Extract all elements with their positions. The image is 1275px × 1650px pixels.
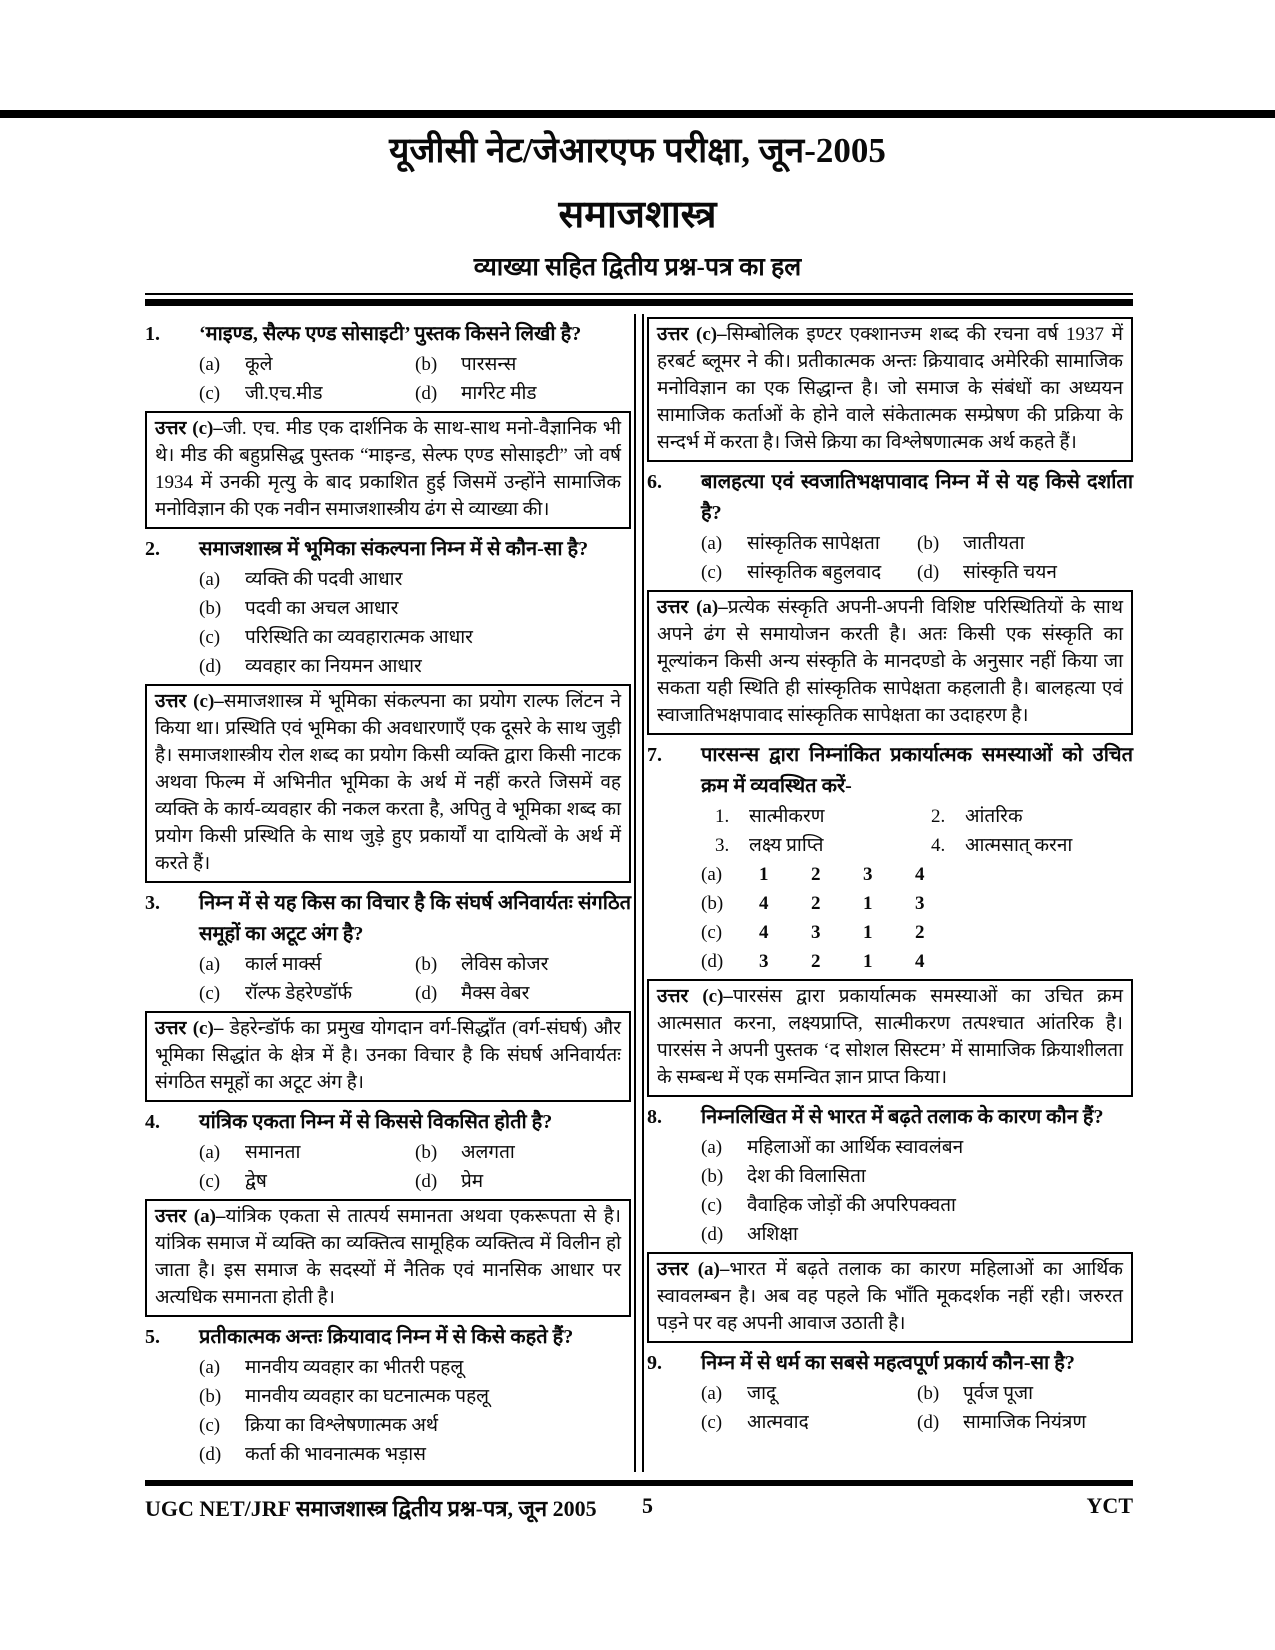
question-text: प्रतीकात्मक अन्तः क्रियावाद निम्न में से किसे कहते हैं? (199, 1326, 574, 1348)
option-row (199, 1440, 631, 1469)
question-text: निम्न में से धर्म का सबसे महत्वपूर्ण प्रकार्य कौन-सा है? (701, 1352, 1075, 1374)
item-text: लक्ष्य प्राप्ति (749, 835, 824, 856)
question-text: ‘माइण्ड, सैल्फ एण्ड सोसाइटी’ पुस्तक किसने लिखी है? (199, 323, 582, 345)
header-rule (145, 293, 1133, 306)
options-grid (701, 1379, 1133, 1437)
option-key: (d) (199, 656, 222, 677)
answer-paragraph (657, 983, 1123, 1091)
question-body (701, 1102, 1133, 1249)
answer-text: सिम्बोलिक इण्टर एक्शानज्म शब्द की रचना वर्ष 1937 में हरबर्ट ब्लूमर ने की। प्रतीकात्मक अन्तः क्रियावाद अमेरिकी सामाजिक मनोविज्ञान का एक सिद्धान्त है। जो समाज के संबंधों का अध्ययन सामाजिक कर्ताओं के होने वाले संकेतात्मक सम्प्रेषण की प्रक्रिया के सन्दर्भ में करता है। जिसे क्रिया का विश्लेषणात्मक अर्थ कहते हैं। (657, 324, 1123, 453)
option-row (199, 594, 631, 623)
option-text: सांस्कृति चयन (963, 562, 1057, 583)
option-row (917, 1408, 1133, 1437)
answer-label: उत्तर (a)– (155, 1206, 226, 1227)
sequence-item (701, 802, 917, 831)
answer-paragraph (657, 594, 1123, 729)
option-row (199, 565, 631, 594)
question-block (647, 1348, 1133, 1437)
question-block (647, 740, 1133, 976)
option-text: जादू (747, 1383, 777, 1404)
option-text: मानवीय व्यवहार का घटनात्मक पहलू (245, 1386, 490, 1407)
page-top-band (0, 110, 1275, 118)
answer-label: उत्तर (c)– (657, 324, 727, 345)
option-text: व्यवहार का नियमन आधार (245, 656, 422, 677)
option-text: पदवी का अचल आधार (245, 598, 399, 619)
option-text: व्यक्ति की पदवी आधार (245, 569, 403, 590)
option-text: परिस्थिति का व्यवहारात्मक आधार (245, 627, 473, 648)
option-digit: 2 (811, 893, 821, 914)
answer-box (647, 590, 1133, 735)
item-text: आंतरिक (965, 806, 1023, 827)
option-text: कूले (245, 354, 273, 375)
option-row (199, 1353, 631, 1382)
question-text: निम्नलिखित में से भारत में बढ़ते तलाक के कारण कौन हैं? (701, 1106, 1104, 1128)
option-row (415, 350, 631, 379)
option-digit: 1 (863, 951, 873, 972)
question-block (145, 888, 631, 1008)
option-key: (c) (701, 1195, 723, 1216)
item-text: आत्मसात् करना (965, 835, 1073, 856)
option-key: (b) (701, 1166, 724, 1187)
page-number: 5 (642, 1493, 653, 1518)
option-digit: 4 (759, 893, 769, 914)
option-key: (c) (199, 1171, 221, 1192)
item-number: 3. (715, 835, 730, 856)
exam-title: यूजीसी नेट/जेआरएफ परीक्षा, जून-2005 (389, 131, 886, 170)
answer-box (145, 1011, 631, 1102)
option-text: महिलाओं का आर्थिक स्वावलंबन (747, 1137, 964, 1158)
question-number: 2. (145, 538, 160, 560)
option-text: कर्ता की भावनात्मक भड़ास (245, 1444, 426, 1465)
option-key: (b) (415, 954, 438, 975)
option-text: पूर्वज पूजा (963, 1383, 1034, 1404)
question-number: 4. (145, 1111, 160, 1133)
option-key: (b) (701, 893, 724, 914)
option-digit: 1 (863, 922, 873, 943)
option-key: (b) (415, 354, 438, 375)
option-row (199, 1382, 631, 1411)
option-row (701, 1162, 1133, 1191)
option-row (701, 558, 917, 587)
content-area (145, 314, 1133, 1472)
answer-paragraph (657, 1256, 1123, 1337)
option-row (701, 918, 1133, 947)
option-key: (a) (701, 864, 723, 885)
option-row (701, 1379, 917, 1408)
column-right (647, 314, 1133, 1472)
option-key: (d) (701, 951, 724, 972)
option-key: (a) (199, 569, 221, 590)
option-key: (a) (199, 1142, 221, 1163)
option-key: (b) (917, 533, 940, 554)
option-digit: 2 (811, 864, 821, 885)
footer-booklet-title: UGC NET/JRF समाजशास्त्र द्वितीय प्रश्न-पत्र, जून 2005 (145, 1496, 597, 1521)
option-key: (b) (199, 1386, 222, 1407)
answer-label: उत्तर (c)– (155, 691, 224, 712)
question-text: यांत्रिक एकता निम्न में से किससे विकसित होती है? (199, 1111, 553, 1133)
option-key: (c) (199, 627, 221, 648)
option-row (917, 529, 1133, 558)
item-number: 2. (931, 806, 946, 827)
option-row (701, 1220, 1133, 1249)
question-block (647, 1102, 1133, 1249)
option-digit: 4 (915, 951, 925, 972)
option-digit: 4 (915, 864, 925, 885)
option-row (199, 979, 415, 1008)
option-text: क्रिया का विश्लेषणात्मक अर्थ (245, 1415, 439, 1436)
answer-paragraph (155, 1203, 621, 1311)
option-row (199, 1411, 631, 1440)
option-row (917, 558, 1133, 587)
option-row (701, 1408, 917, 1437)
option-text: सामाजिक नियंत्रण (963, 1412, 1087, 1433)
option-text: वैवाहिक जोड़ों की अपरिपक्वता (747, 1195, 956, 1216)
answer-label: उत्तर (c)– (155, 418, 223, 439)
question-number: 5. (145, 1326, 160, 1348)
option-row (199, 623, 631, 652)
option-digit: 2 (811, 951, 821, 972)
option-row (701, 860, 1133, 889)
option-text: देश की विलासिता (747, 1166, 866, 1187)
answer-paragraph (657, 321, 1123, 456)
option-key: (d) (701, 1224, 724, 1245)
publisher-mark: YCT (1086, 1493, 1133, 1518)
option-key: (b) (199, 598, 222, 619)
answer-box (145, 1199, 631, 1317)
answer-box (647, 1252, 1133, 1343)
question-number: 1. (145, 323, 160, 345)
option-row (701, 1191, 1133, 1220)
option-row (199, 1138, 415, 1167)
option-row (415, 950, 631, 979)
answer-text: भारत में बढ़ते तलाक का कारण महिलाओं का आर्थिक स्वावलम्बन है। अब वह पहले कि भाँति मूकदर्शक नहीं रही। जरुरत पड़ने पर वह अपनी आवाज उठाती है। (657, 1259, 1123, 1334)
item-number: 1. (715, 806, 730, 827)
option-text: जातीयता (963, 533, 1025, 554)
option-key: (a) (199, 1357, 221, 1378)
answer-label: उत्तर (c)– (657, 986, 733, 1007)
option-row (415, 379, 631, 408)
sequence-items (701, 802, 1133, 860)
option-row (199, 950, 415, 979)
option-key: (a) (199, 354, 221, 375)
option-key: (a) (199, 954, 221, 975)
question-number: 3. (145, 892, 160, 914)
option-row (701, 1133, 1133, 1162)
option-text: आत्मवाद (747, 1412, 809, 1433)
option-row (701, 947, 1133, 976)
option-digit: 3 (811, 922, 821, 943)
question-text: निम्न में से यह किस का विचार है कि संघर्ष अनिवार्यतः संगठित समूहों का अटूट अंग है? (199, 892, 631, 945)
question-number: 7. (647, 744, 662, 766)
option-text: पारसन्स (461, 354, 517, 375)
option-key: (c) (701, 922, 723, 943)
page-subtitle: व्याख्या सहित द्वितीय प्रश्न-पत्र का हल (473, 254, 802, 281)
option-digit: 4 (759, 922, 769, 943)
option-text: मार्गरेट मीड (461, 383, 537, 404)
option-key: (d) (199, 1444, 222, 1465)
option-text: कार्ल मार्क्स (245, 954, 322, 975)
option-key: (c) (199, 983, 221, 1004)
option-key: (c) (701, 562, 723, 583)
question-body (199, 319, 631, 408)
question-body (199, 1322, 631, 1469)
answer-box (647, 317, 1133, 462)
option-row (415, 979, 631, 1008)
option-text: सांस्कृतिक सापेक्षता (747, 533, 880, 554)
option-digit: 1 (759, 864, 769, 885)
option-digit: 2 (915, 922, 925, 943)
question-block (647, 467, 1133, 587)
answer-label: उत्तर (c)– (155, 1018, 224, 1039)
answer-text: समाजशास्त्र में भूमिका संकल्पना का प्रयोग राल्फ लिंटन ने किया था। प्रस्थिति एवं भूमिका की अवधारणाएँ एक दूसरे के साथ जुड़ी है। समाजशास्त्रीय रोल शब्द का प्रयोग किसी व्यक्ति द्वारा किसी नाटक अथवा फिल्म में अभिनीत भूमिका के अर्थ में नहीं करते जिसमें वह व्यक्ति के कार्य-व्यवहार की नकल करता है, अपितु वे भूमिका शब्द का प्रयोग किसी प्रस्थिति के साथ जुड़े हुए प्रकार्यों या दायित्वों के अर्थ में करते हैं। (155, 691, 621, 874)
column-divider (634, 314, 644, 1472)
question-block (145, 534, 631, 681)
option-row (415, 1167, 631, 1196)
option-key: (d) (917, 562, 940, 583)
answer-box (145, 684, 631, 883)
option-text: लेविस कोजर (461, 954, 549, 975)
answer-text: यांत्रिक एकता से तात्पर्य समानता अथवा एकरूपता से है। यांत्रिक समाज में व्यक्ति का व्यक्तित्व सामूहिक व्यक्तित्व में विलीन हो जाता है। इस समाज के सदस्यों में नैतिक एवं मानसिक आधार पर अत्यधिक समानता होती है। (155, 1206, 621, 1308)
header-rule-thin (145, 293, 1133, 295)
item-number: 4. (931, 835, 946, 856)
answer-box (647, 979, 1133, 1097)
answer-label: उत्तर (a)– (657, 597, 728, 618)
option-text: रॉल्फ डेहरेण्डॉर्फ (245, 983, 353, 1004)
option-text: समानता (245, 1142, 301, 1163)
question-number: 9. (647, 1352, 662, 1374)
question-body (199, 888, 631, 1008)
option-digit: 3 (915, 893, 925, 914)
options-grid (199, 350, 631, 408)
option-row (415, 1138, 631, 1167)
sequence-item (917, 831, 1133, 860)
option-digit: 1 (863, 893, 873, 914)
question-body (199, 1107, 631, 1196)
option-row (199, 350, 415, 379)
answer-box (145, 411, 631, 529)
option-row (199, 379, 415, 408)
option-text: अलगता (461, 1142, 515, 1163)
option-row (199, 1167, 415, 1196)
answer-label: उत्तर (a)– (657, 1259, 730, 1280)
options-grid (199, 950, 631, 1008)
answer-paragraph (155, 1015, 621, 1096)
option-key: (d) (415, 1171, 438, 1192)
subject-title: समाजशास्त्र (558, 194, 717, 236)
option-key: (c) (701, 1412, 723, 1433)
option-text: द्वेष (245, 1171, 267, 1192)
option-key: (b) (917, 1383, 940, 1404)
question-text: पारसन्स द्वारा निम्नांकित प्रकार्यात्मक समस्याओं को उचित क्रम में व्यवस्थित करें- (701, 744, 1133, 797)
option-row (199, 652, 631, 681)
question-block (145, 319, 631, 408)
option-key: (d) (415, 383, 438, 404)
option-key: (d) (917, 1412, 940, 1433)
sequence-item (917, 802, 1133, 831)
question-body (701, 467, 1133, 587)
question-number: 8. (647, 1106, 662, 1128)
option-digit: 3 (863, 864, 873, 885)
answer-paragraph (155, 688, 621, 877)
answer-paragraph (155, 415, 621, 523)
options-grid (701, 529, 1133, 587)
option-key: (a) (701, 1137, 723, 1158)
question-body (199, 534, 631, 681)
option-row (917, 1379, 1133, 1408)
question-body (701, 1348, 1133, 1437)
page-header (0, 0, 1275, 283)
answer-text: जी. एच. मीड एक दार्शनिक के साथ-साथ मनो-वैज्ञानिक भी थे। मीड की बहुप्रसिद्ध पुस्तक “माइन्ड, सेल्फ एण्ड सोसाइटी” जो वर्ष 1934 में उनकी मृत्यु के बाद प्रकाशित हुई जिसमें उन्होंने सामाजिक मनोविज्ञान की एक नवीन समाजशास्त्रीय ढंग से व्याख्या की। (155, 418, 621, 520)
answer-text: डेहरेन्डॉर्फ का प्रमुख योगदान वर्ग-सिद्धाँत (वर्ग-संघर्ष) और भूमिका सिद्धांत के क्षेत्र में है। उनका विचार है कि संघर्ष अनिवार्यतः संगठित समूहों का अटूट अंग है। (155, 1018, 622, 1093)
footer-rule (145, 1480, 1133, 1486)
option-row (701, 889, 1133, 918)
answer-text: पारसंस द्वारा प्रकार्यात्मक समस्याओं का उचित क्रम आत्मसात करना, लक्ष्यप्राप्ति, सात्मीकरण तत्पश्चात आंतरिक है। पारसंस ने अपनी पुस्तक ‘द सोशल सिस्टम’ में सामाजिक क्रियाशीलता के सम्बन्ध में एक समन्वित ज्ञान प्राप्त किया। (657, 986, 1124, 1088)
option-text: प्रेम (461, 1171, 484, 1192)
page-footer (145, 1493, 1133, 1523)
question-block (145, 1107, 631, 1196)
option-row (701, 529, 917, 558)
option-text: मैक्स वेबर (461, 983, 530, 1004)
question-text: समाजशास्त्र में भूमिका संकल्पना निम्न में से कौन-सा है? (199, 538, 589, 560)
column-left (145, 314, 631, 1472)
answer-text: प्रत्येक संस्कृति अपनी-अपनी विशिष्ट परिस्थितियों के साथ अपने ढंग से समायोजन करती है। अतः किसी एक संस्कृति का मूल्यांकन किसी अन्य संस्कृति के मानदण्डो के अनुसार नहीं किया जा सकता यही स्थिति ही सांस्कृतिक सापेक्षता कहलाती है। बालहत्या एवं स्वाजातिभक्षपावाद सांस्कृतिक सापेक्षता का उदाहरण है। (657, 597, 1123, 726)
question-body (701, 740, 1133, 976)
question-text: बालहत्या एवं स्वजातिभक्षपावाद निम्न में से यह किसे दर्शाता है? (701, 471, 1133, 524)
sequence-item (701, 831, 917, 860)
option-text: सांस्कृतिक बहुलवाद (747, 562, 882, 583)
question-block (145, 1322, 631, 1469)
option-key: (a) (701, 1383, 723, 1404)
option-text: अशिक्षा (747, 1224, 798, 1245)
option-key: (a) (701, 533, 723, 554)
option-text: मानवीय व्यवहार का भीतरी पहलू (245, 1357, 464, 1378)
options-grid (199, 1138, 631, 1196)
option-key: (c) (199, 383, 221, 404)
header-rule-thick (145, 299, 1133, 306)
option-text: जी.एच.मीड (245, 383, 323, 404)
item-text: सात्मीकरण (749, 806, 825, 827)
option-key: (b) (415, 1142, 438, 1163)
option-key: (c) (199, 1415, 221, 1436)
option-key: (d) (415, 983, 438, 1004)
option-digit: 3 (759, 951, 769, 972)
question-number: 6. (647, 471, 662, 493)
